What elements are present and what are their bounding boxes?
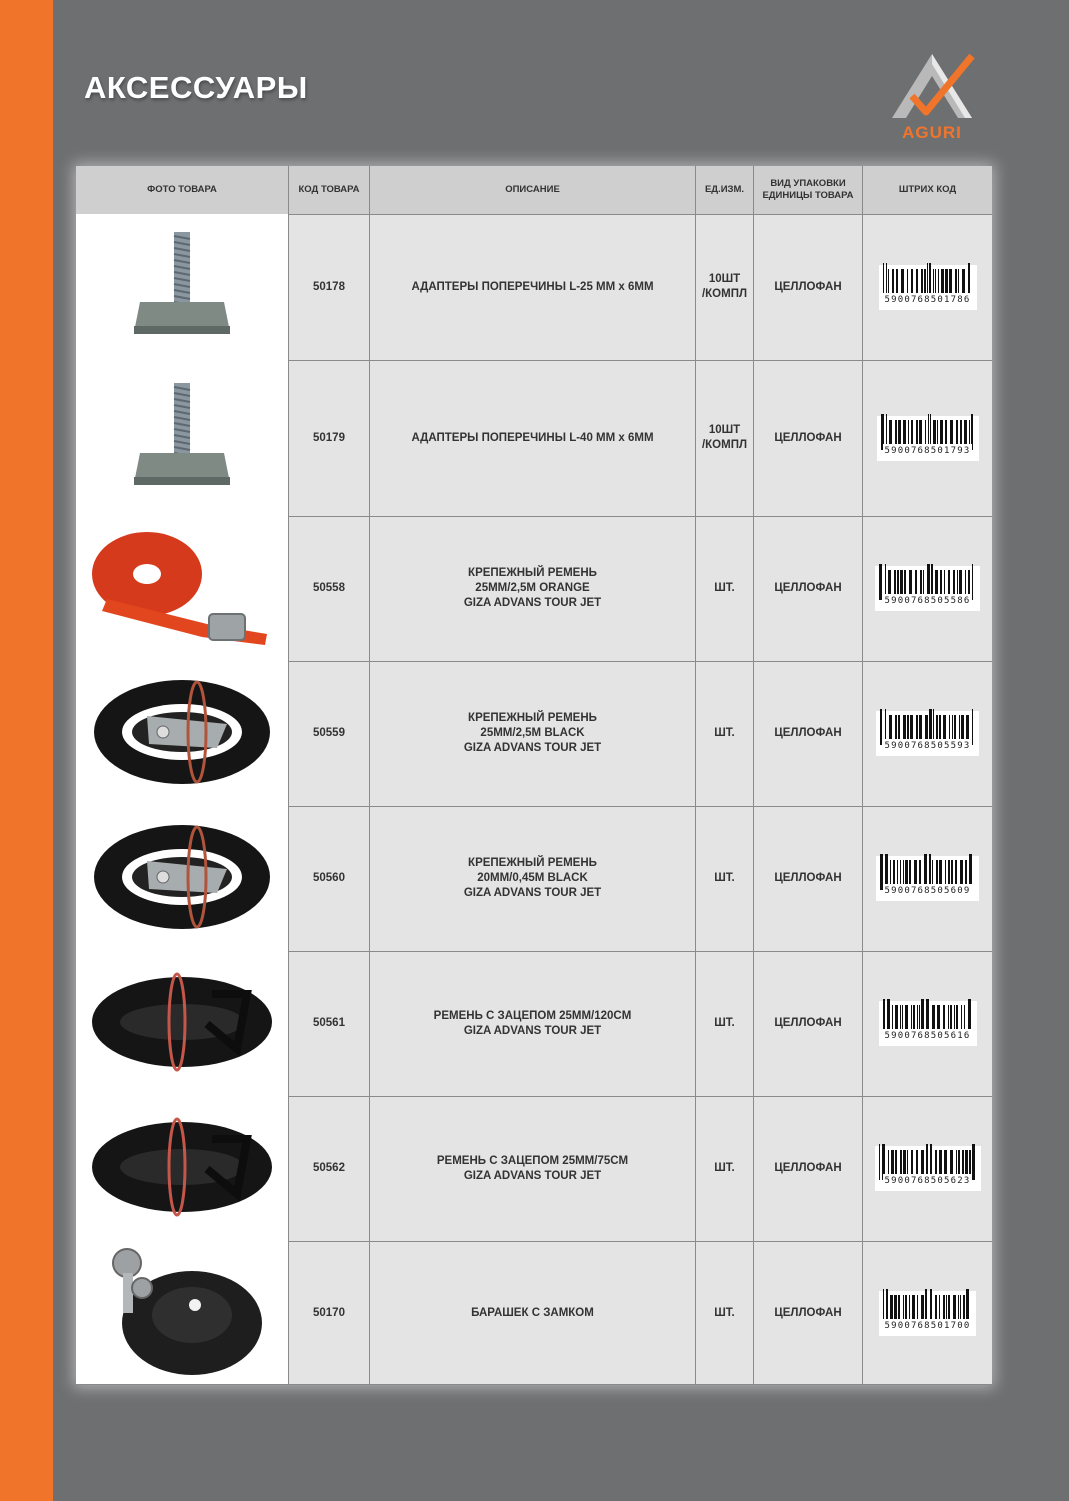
t-bolt-adapter-icon [122, 373, 242, 503]
unit-line: ШТ. [714, 1162, 735, 1174]
product-unit [696, 516, 753, 661]
lock-knob-icon [87, 1243, 277, 1383]
table-row [76, 360, 992, 516]
product-code: 50559 [313, 727, 345, 739]
orange-strap-icon [87, 519, 277, 659]
product-photo [76, 806, 288, 951]
description-line: РЕМЕНЬ С ЗАЦЕПОМ 25MM/75CM [436, 1154, 629, 1167]
table-row [76, 1241, 992, 1385]
product-description [370, 661, 695, 806]
description-line: GIZA ADVANS TOUR JET [463, 1024, 602, 1037]
description-line: БАРАШЕК С ЗАМКОМ [471, 1306, 594, 1319]
header-description: ОПИСАНИЕ [505, 184, 560, 195]
table-row [76, 214, 992, 360]
product-unit [696, 1241, 753, 1385]
column-divider [753, 166, 754, 1385]
product-packaging: ЦЕЛЛОФАН [774, 280, 842, 293]
unit-line: ШТ. [714, 1306, 735, 1319]
product-code: 50560 [313, 872, 345, 884]
table-row [76, 1096, 992, 1241]
product-packaging: ЦЕЛЛОФАН [774, 727, 842, 739]
product-unit [696, 1096, 753, 1241]
unit-line: 10ШТ [708, 273, 741, 285]
description-line: КРЕПЕЖНЫЙ РЕМЕНЬ [468, 857, 597, 869]
product-photo [76, 1096, 288, 1241]
barcode-digits: 5900768501700 [883, 1319, 971, 1334]
barcode-digits: 5900768505609 [883, 884, 971, 899]
product-barcode [863, 951, 992, 1096]
unit-line: ШТ. [714, 727, 735, 739]
product-unit [696, 951, 753, 1096]
barcode-digits: 5900768501793 [883, 444, 971, 459]
product-description [370, 214, 695, 360]
product-unit [696, 214, 753, 360]
orange-side-strip [0, 0, 53, 1501]
description-line: РЕМЕНЬ С ЗАЦЕПОМ 25MM/120CM [433, 1009, 632, 1022]
product-packaging: ЦЕЛЛОФАН [774, 431, 842, 444]
table-header [76, 166, 992, 214]
black-strap-icon [87, 664, 277, 804]
product-unit [696, 661, 753, 806]
barcode-digits: 5900768505623 [883, 1174, 971, 1189]
product-barcode [863, 1096, 992, 1241]
description-line: 20MM/0,45M BLACK [477, 872, 588, 884]
column-divider [695, 166, 696, 1385]
unit-line: /КОМПЛ [701, 288, 748, 300]
column-divider [369, 166, 370, 1385]
product-barcode [863, 661, 992, 806]
product-code: 50170 [313, 1306, 345, 1319]
header-code: КОД ТОВАРА [298, 184, 360, 195]
product-description [370, 516, 695, 661]
row-divider [76, 1384, 992, 1385]
product-photo [76, 661, 288, 806]
barcode-digits: 5900768505586 [883, 594, 971, 609]
header-barcode: ШТРИХ КОД [898, 184, 957, 195]
header-unit: ЕД.ИЗМ. [704, 184, 745, 195]
product-barcode [863, 1241, 992, 1385]
product-unit [696, 360, 753, 516]
barcode-digits: 5900768505616 [883, 1029, 971, 1044]
barcode-icon [879, 1001, 977, 1046]
product-packaging: ЦЕЛЛОФАН [774, 1162, 842, 1174]
product-description [370, 1096, 695, 1241]
hook-strap-icon [87, 954, 277, 1094]
product-barcode [863, 360, 992, 516]
barcode-digits: 5900768501786 [883, 293, 971, 308]
barcode-icon [876, 856, 979, 901]
unit-line: ШТ. [714, 872, 735, 884]
barcode-icon [879, 265, 977, 310]
product-description [370, 360, 695, 516]
page-title: АКСЕССУАРЫ [84, 70, 308, 105]
product-code: 50558 [313, 582, 345, 594]
product-packaging: ЦЕЛЛОФАН [774, 582, 842, 594]
product-description [370, 806, 695, 951]
unit-line: 10ШТ [708, 424, 741, 436]
product-barcode [863, 806, 992, 951]
description-line: КРЕПЕЖНЫЙ РЕМЕНЬ [468, 567, 597, 579]
product-description [370, 951, 695, 1096]
t-bolt-adapter-icon [122, 222, 242, 352]
product-photo [76, 360, 288, 516]
description-line: КРЕПЕЖНЫЙ РЕМЕНЬ [468, 712, 597, 724]
description-line: 25MM/2,5M ORANGE [475, 582, 590, 594]
description-line: GIZA ADVANS TOUR JET [463, 887, 602, 899]
description-line: АДАПТЕРЫ ПОПЕРЕЧИНЫ L-25 ММ x 6MM [411, 280, 654, 293]
header-packaging [754, 166, 862, 214]
barcode-icon [879, 1291, 975, 1336]
product-code: 50561 [313, 1017, 345, 1029]
hook-strap-icon [87, 1099, 277, 1239]
description-line: GIZA ADVANS TOUR JET [463, 597, 602, 609]
barcode-icon [875, 566, 980, 611]
product-photo [76, 1241, 288, 1385]
product-packaging: ЦЕЛЛОФАН [774, 1306, 842, 1319]
products-table [76, 166, 992, 1385]
table-row [76, 806, 992, 951]
description-line: GIZA ADVANS TOUR JET [463, 1169, 602, 1182]
product-code: 50562 [313, 1162, 345, 1174]
product-photo [76, 516, 288, 661]
description-line: 25MM/2,5M BLACK [480, 727, 585, 739]
product-photo [76, 951, 288, 1096]
unit-line: /КОМПЛ [701, 439, 748, 451]
unit-line: ШТ. [714, 1017, 735, 1029]
product-packaging: ЦЕЛЛОФАН [774, 1017, 842, 1029]
header-packaging-line1: ВИД УПАКОВКИ [770, 178, 846, 189]
barcode-icon [875, 1146, 981, 1191]
product-barcode [863, 516, 992, 661]
product-packaging: ЦЕЛЛОФАН [774, 872, 842, 884]
black-strap-icon [87, 809, 277, 949]
column-divider [862, 166, 863, 1385]
barcode-icon [876, 711, 979, 756]
table-row [76, 661, 992, 806]
barcode-digits: 5900768505593 [883, 739, 971, 754]
logo-text: AGURI [902, 123, 962, 142]
product-photo [76, 214, 288, 360]
table-row [76, 516, 992, 661]
product-description [370, 1241, 695, 1385]
table-row [76, 951, 992, 1096]
header-packaging-line2: ЕДИНИЦЫ ТОВАРА [762, 190, 854, 201]
unit-line: ШТ. [714, 582, 735, 594]
description-line: GIZA ADVANS TOUR JET [463, 742, 602, 754]
product-unit [696, 806, 753, 951]
product-code: 50178 [313, 280, 345, 293]
header-photo: ФОТО ТОВАРА [147, 184, 217, 195]
column-divider [288, 166, 289, 1385]
product-barcode [863, 214, 992, 360]
product-code: 50179 [313, 431, 345, 444]
barcode-icon [877, 416, 979, 461]
description-line: АДАПТЕРЫ ПОПЕРЕЧИНЫ L-40 ММ x 6MM [411, 431, 654, 444]
